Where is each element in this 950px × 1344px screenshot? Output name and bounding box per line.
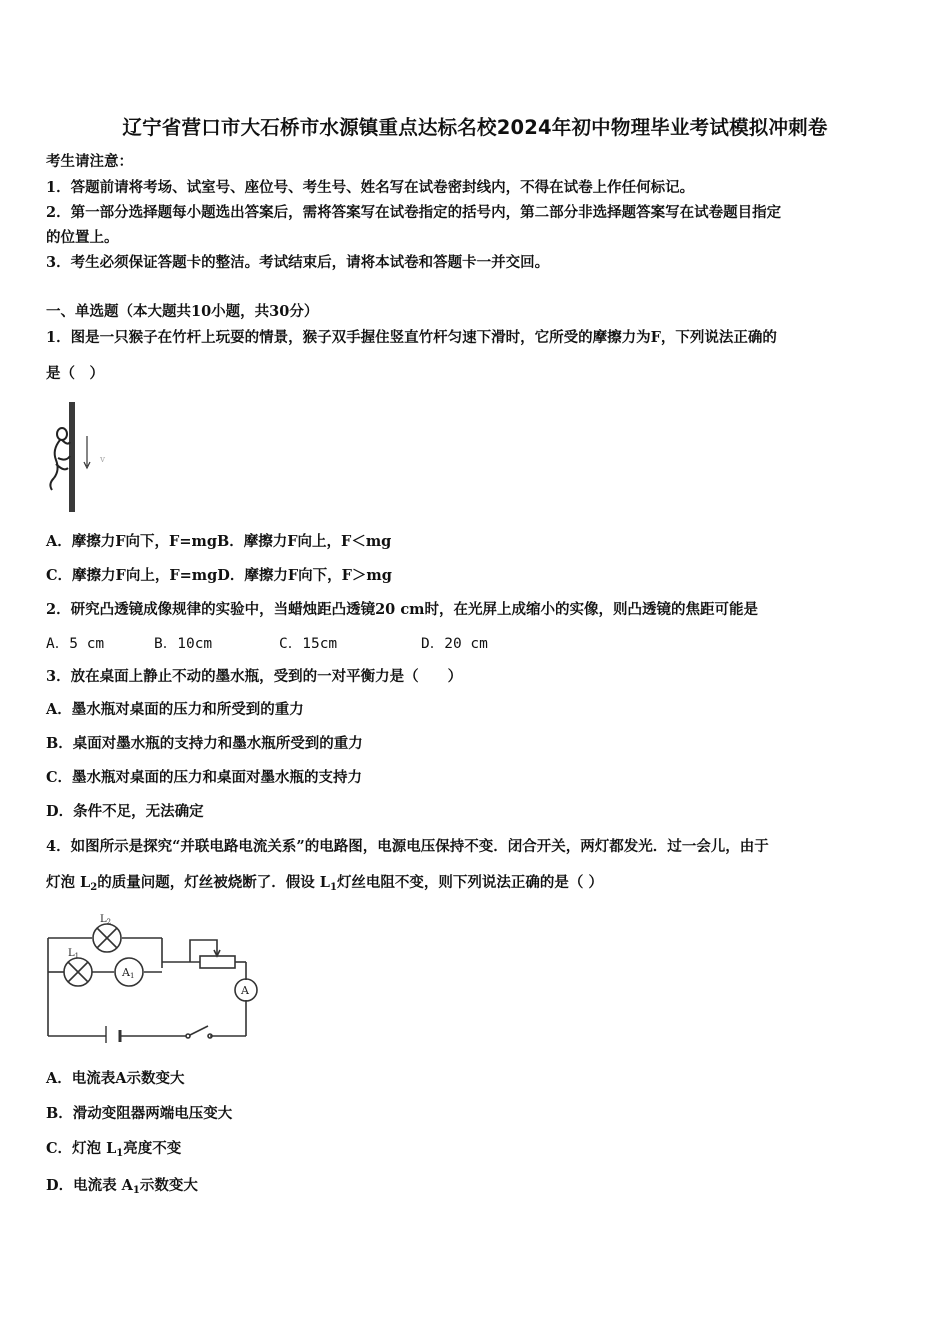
notice-item-2-cont: 的位置上。 — [46, 229, 119, 246]
section-heading: 一、单选题（本大题共10小题，共30分） — [46, 303, 319, 320]
q4-stem-line2: 灯泡 $L_2$的质量问题，灯丝被烧断了．假设 $L_1$灯丝电阻不变，则下列说法正确的是（ ） — [46, 874, 603, 893]
q2-option-c: C．15cm — [279, 636, 338, 652]
q3-option-d: D．条件不足，无法确定 — [46, 803, 204, 820]
q4-circuit-diagram — [40, 908, 260, 1043]
lamp-l1 — [64, 958, 92, 986]
ammeter-a1-label: A1 — [122, 966, 135, 980]
q3-option-b: B．桌面对墨水瓶的支持力和墨水瓶所受到的重力 — [46, 735, 363, 752]
q1-monkey-figure — [40, 398, 120, 516]
q1-stem-line1: 1．图是一只猴子在竹杆上玩耍的情景，猴子双手握住竖直竹杆匀速下滑时，它所受的摩擦力为F，下列说法正确的 — [46, 329, 777, 346]
page-title: 辽宁省营口市大石桥市水源镇重点达标名校2024年初中物理毕业考试模拟冲刺卷 — [122, 116, 828, 139]
switch-pivot — [186, 1034, 190, 1038]
q1-options-ab: A．摩擦力F向下，F=mgB．摩擦力F向上，F＜mg — [46, 533, 392, 550]
lamp-l2 — [93, 924, 121, 952]
q4-option-a: A．电流表A示数变大 — [46, 1070, 185, 1087]
q2-option-a: A．5 cm — [46, 636, 105, 652]
rheostat-slider — [190, 940, 217, 962]
switch-blade — [190, 1026, 208, 1035]
q3-stem: 3．放在桌面上静止不动的墨水瓶，受到的一对平衡力是（ ） — [46, 668, 463, 685]
rheostat — [200, 956, 235, 968]
notice-item-3: 3．考生必须保证答题卡的整洁。考试结束后，请将本试卷和答题卡一并交回。 — [46, 254, 550, 271]
q4-option-b: B．滑动变阻器两端电压变大 — [46, 1105, 233, 1122]
velocity-label: v — [100, 455, 106, 465]
monkey-shape — [50, 428, 70, 490]
lamp-l2-label: $L_2$ — [100, 914, 112, 926]
lamp-l1-label: $L_1$ — [68, 948, 80, 960]
notice-item-2: 2．第一部分选择题每小题选出答案后，需将答案写在试卷指定的括号内，第二部分非选择题答案写在试卷题目指定 — [46, 204, 782, 221]
q4-option-d: D．电流表 $A_1$示数变大 — [46, 1177, 198, 1196]
q3-option-a: A．墨水瓶对桌面的压力和所受到的重力 — [46, 701, 304, 718]
q1-stem-line2: 是（ ） — [46, 365, 104, 382]
q2-stem: 2．研究凸透镜成像规律的实验中，当蜡烛距凸透镜20 cm时，在光屏上成缩小的实像，则凸透镜的焦距可能是 — [46, 601, 758, 618]
q1-options-cd: C．摩擦力F向上，F=mgD．摩擦力F向下，F＞mg — [46, 567, 392, 584]
notice-item-1: 1．答题前请将考场、试室号、座位号、考生号、姓名写在试卷密封线内，不得在试卷上作任何标记。 — [46, 179, 695, 196]
q2-option-b: B．10cm — [154, 636, 213, 652]
ammeter-a-label: A — [241, 984, 249, 997]
q4-option-c: C．灯泡 $L_1$亮度不变 — [46, 1140, 182, 1159]
q3-option-c: C．墨水瓶对桌面的压力和桌面对墨水瓶的支持力 — [46, 769, 363, 786]
q2-option-d: D．20 cm — [421, 636, 488, 652]
q4-stem-line1: 4．如图所示是探究“并联电路电流关系”的电路图，电源电压保持不变．闭合开关，两灯都发光．过一会儿，由于 — [46, 838, 769, 855]
notice-heading: 考生请注意： — [46, 153, 133, 170]
